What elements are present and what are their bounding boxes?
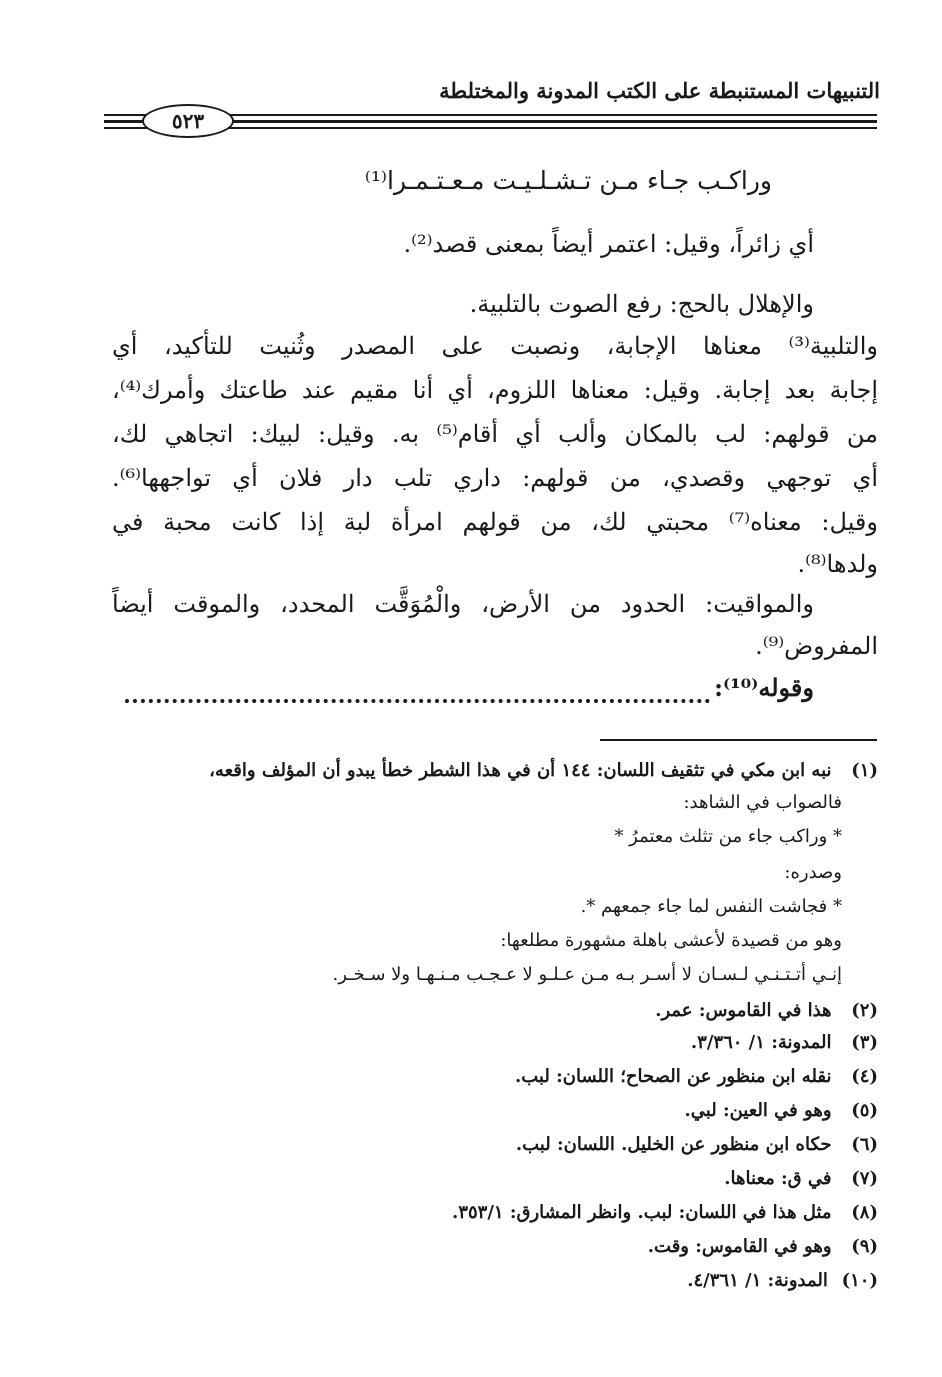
footnote-number: (١٠) (841, 1270, 878, 1291)
body-line-2: والإهلال بالحج: رفع الصوت بالتلبية. (469, 290, 814, 318)
footnote-text: حكاه ابن منظور عن الخليل. اللسان: لبب. (515, 1134, 832, 1155)
footnote-text: مثل هذا في اللسان: لبب. وانظر المشارق: ٣٥٣/١. (452, 1202, 832, 1223)
footnote-number: (٥) (851, 1100, 878, 1121)
footnote-number: (٨) (851, 1202, 878, 1223)
running-header-title: التنبيهات المستنبطة على الكتب المدونة والمختلطة (439, 78, 880, 103)
body-line-4: إجابة بعد إجابة. وقيل: معناها اللزوم، أي أنا مقيم عند طاعتك وأمرك⁽⁴⁾، (112, 376, 878, 404)
footnote-5 (685, 1102, 879, 1120)
footnote-7 (724, 1170, 878, 1188)
footnote-text: وهو في القاموس: وقت. (647, 1236, 832, 1257)
footnote-10 (687, 1272, 878, 1290)
footnote-text: المدونة: ١/ ٣/٣٦٠. (690, 1032, 832, 1053)
footnote-number: (٩) (851, 1236, 878, 1257)
dotted-leader (125, 693, 710, 703)
footnote-3 (691, 1034, 878, 1052)
body-line-5: من قولهم: لب بالمكان وألب أي أقام⁽⁵⁾ به. وقيل: لبيك: اتجاهي لك، (112, 420, 878, 448)
footnote-number: (٣) (851, 1032, 878, 1053)
footnote-1-line-2: فالصواب في الشاهد: (683, 792, 842, 813)
body-line-9: والمواقيت: الحدود من الأرض، والْمُوَقَّت المحدد، والموقت أيضاً (112, 590, 814, 618)
footnote-text: هذا في القاموس: عمر. (655, 1000, 832, 1021)
footnote-number: (٧) (851, 1168, 878, 1189)
footnote-1-line-3: * وراكب جاء من تثلث معتمرُ * (614, 826, 842, 847)
footnote-text: نبه ابن مكي في تثقيف اللسان: ١٤٤ أن في هذا الشطر خطأ يبدو أن المؤلف واقعه، (209, 760, 832, 781)
footnote-text: وهو في العين: لبي. (684, 1100, 832, 1121)
footnote-9 (648, 1238, 878, 1256)
body-line-3: والتلبية⁽³⁾ معناها الإجابة، ونصبت على المصدر وثُنيت للتأكيد، أي (112, 332, 878, 360)
body-line-1: أي زائراً، وقيل: اعتمر أيضاً بمعنى قصد⁽²⁾. (403, 230, 814, 258)
footnote-text: المدونة: ١/ ٤/٣٦١. (687, 1270, 828, 1291)
page-number-badge (142, 104, 234, 138)
footnote-1-line-6: وهو من قصيدة لأعشى باهلة مشهورة مطلعها: (500, 930, 842, 951)
footnote-text: نقله ابن منظور عن الصحاح؛ اللسان: لبب. (514, 1066, 832, 1087)
footnote-number: (١) (851, 760, 878, 781)
footnote-text: في ق: معناها. (724, 1168, 832, 1189)
page-number: ٥٢٣ (171, 109, 205, 133)
footnote-number: (٦) (851, 1134, 878, 1155)
footnote-1-line-4: وصدره: (784, 862, 842, 883)
footnote-number: (٢) (851, 1000, 878, 1021)
footnote-number: (٤) (851, 1066, 878, 1087)
footnote-1 (209, 762, 878, 780)
body-line-6: أي توجهي وقصدي، من قولهم: داري تلب دار فلان أي تواجهها⁽⁶⁾. (112, 464, 878, 492)
body-line-10: المفروض⁽⁹⁾. (755, 632, 878, 660)
footnote-1-line-5: * فجاشت النفس لما جاء جمعهم *. (580, 896, 842, 917)
body-line-8: ولدها⁽⁸⁾. (797, 550, 878, 578)
footnote-8 (452, 1204, 878, 1222)
footnote-2 (655, 1002, 878, 1020)
body-line-7: وقيل: معناه⁽⁷⁾ محبتي لك، من قولهم امرأة لبة إذا كانت محبة في (112, 508, 878, 536)
footnote-separator (600, 739, 877, 741)
footnote-4 (515, 1068, 878, 1086)
footnote-1-line-7: إنـي أتـتـنـي لـسـان لا أسـر بـه مـن عـلـو لا عـجـب مـنـهـا ولا سـخـر. (332, 964, 842, 985)
verse-line: وراكـب جـاء مـن تـشـلـيـت مـعـتـمـرا⁽¹⁾ (364, 166, 772, 195)
body-last-line: وقوله⁽¹⁰⁾: (714, 673, 814, 702)
footnote-6 (516, 1136, 878, 1154)
